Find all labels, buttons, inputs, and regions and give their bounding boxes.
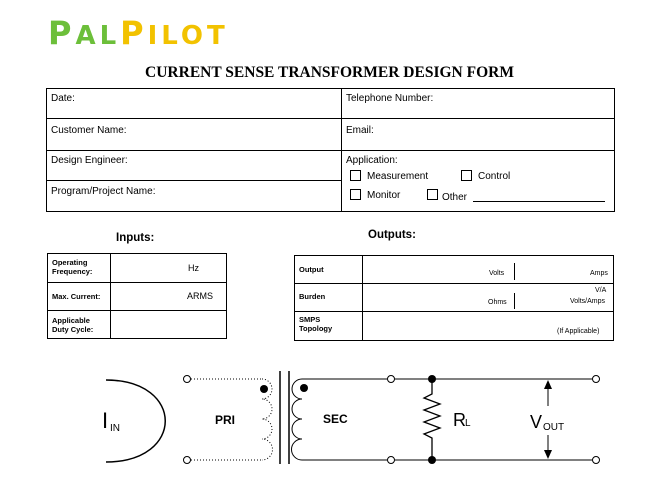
outputs-heading: Outputs: <box>368 229 416 241</box>
form-title: CURRENT SENSE TRANSFORMER DESIGN FORM <box>145 64 514 81</box>
design-engineer-label: Design Engineer: <box>51 155 128 166</box>
burden-va-unit: V/A <box>595 287 607 294</box>
output-row-smps-label: SMPS Topology <box>299 315 333 333</box>
other-label: Other <box>442 192 468 203</box>
input-row-duty-cycle-label: Applicable Duty Cycle: <box>52 316 94 334</box>
max-current-unit: ARMS <box>187 291 214 301</box>
application-label: Application: <box>346 155 398 166</box>
frequency-unit: Hz <box>188 263 199 273</box>
customer-name-label: Customer Name: <box>51 125 127 136</box>
logo-letter-p2: P <box>120 14 148 52</box>
burden-volts-amps-unit: Volts/Amps <box>570 298 606 305</box>
burden-ohms-unit: Ohms <box>488 299 507 306</box>
rl-subscript: L <box>465 418 471 429</box>
vout-label: V <box>530 412 543 432</box>
logo-letter-p1: P <box>48 14 76 52</box>
input-conductor-arc <box>106 380 165 462</box>
output-volts-unit: Volts <box>489 270 505 277</box>
measurement-label: Measurement <box>367 171 429 182</box>
input-row-frequency-label: Operating Frequency: <box>52 258 93 276</box>
smps-if-applicable-note: (If Applicable) <box>557 328 600 335</box>
control-label: Control <box>478 171 511 182</box>
logo-part-al: AL <box>75 21 121 51</box>
secondary-winding <box>292 379 303 460</box>
output-terminal-top <box>593 376 600 383</box>
primary-polarity-dot <box>260 385 268 393</box>
logo-part-ilot: ILOT <box>147 21 229 51</box>
secondary-terminal-top <box>388 376 395 383</box>
vout-subscript: OUT <box>543 422 565 433</box>
burden-resistor <box>424 379 440 460</box>
i-in-label: I <box>102 408 109 433</box>
pri-label: PRI <box>215 413 236 427</box>
date-label: Date: <box>51 93 75 104</box>
program-project-label: Program/Project Name: <box>51 186 156 197</box>
output-row-burden-label: Burden <box>299 292 326 301</box>
email-label: Email: <box>346 125 374 136</box>
input-row-max-current-label: Max. Current: <box>52 292 101 301</box>
output-row-output-label: Output <box>299 265 324 274</box>
telephone-label: Telephone Number: <box>346 93 434 104</box>
inputs-heading: Inputs: <box>116 232 155 244</box>
primary-terminal-top <box>184 376 191 383</box>
output-amps-unit: Amps <box>590 270 608 277</box>
secondary-terminal-bottom <box>388 457 395 464</box>
i-in-subscript: IN <box>110 423 120 434</box>
sec-label: SEC <box>323 412 348 426</box>
output-terminal-bottom <box>593 457 600 464</box>
primary-terminal-bottom <box>184 457 191 464</box>
monitor-label: Monitor <box>367 190 401 201</box>
secondary-polarity-dot <box>300 384 308 392</box>
rl-label: R <box>453 410 466 430</box>
